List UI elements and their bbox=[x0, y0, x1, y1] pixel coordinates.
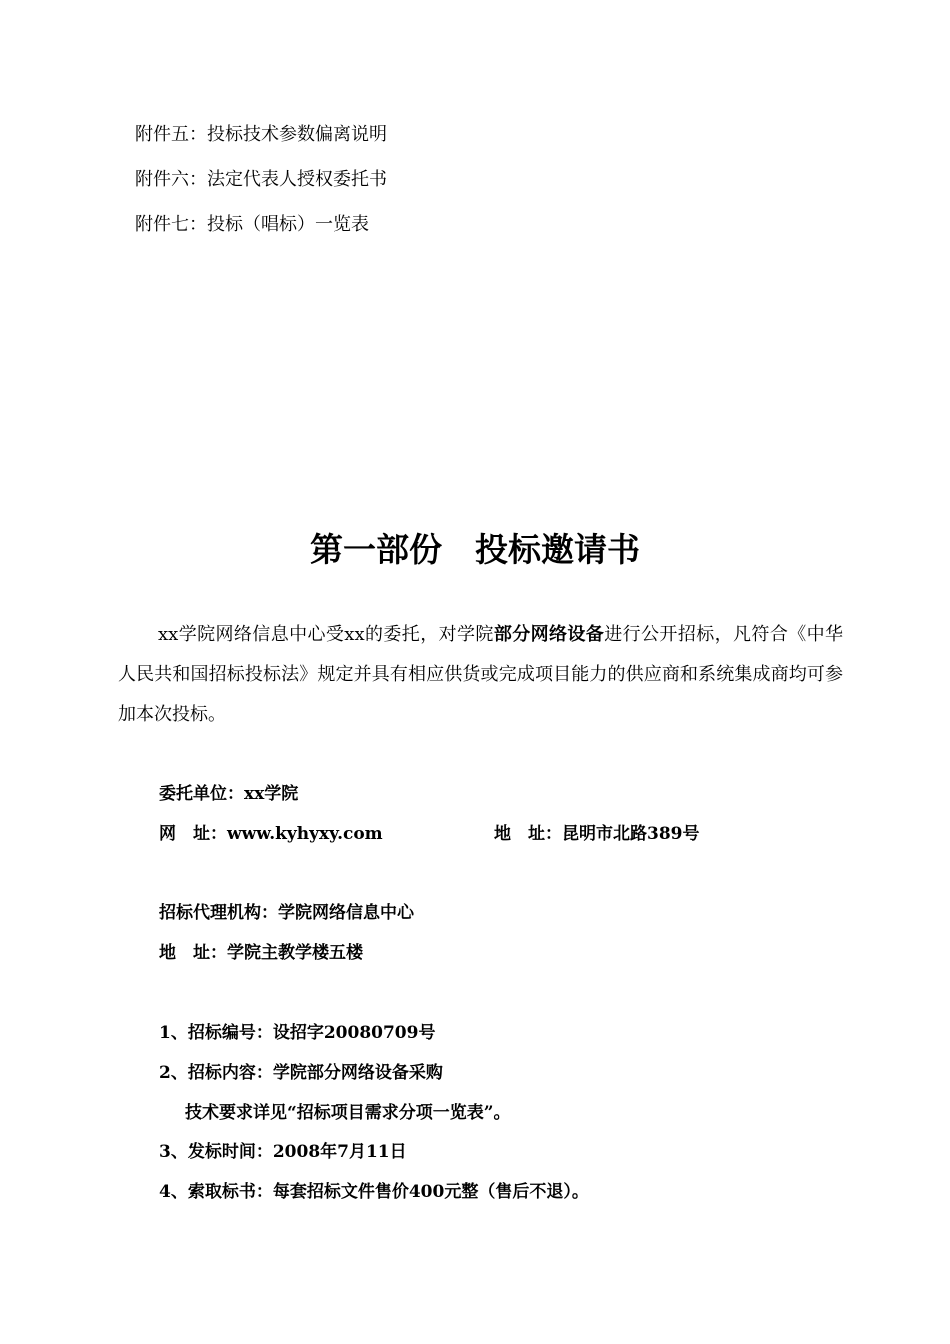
issue-date: 3、发标时间：2008年7月11日 bbox=[159, 1142, 407, 1162]
section-title: 第一部份 投标邀请书 bbox=[310, 530, 640, 569]
agency-address: 地 址：学院主教学楼五楼 bbox=[159, 943, 363, 963]
tender-requirements: 技术要求详见“招标项目需求分项一览表”。 bbox=[185, 1103, 511, 1123]
appendix-item: 附件七：投标（唱标）一览表 bbox=[135, 214, 369, 235]
appendix-item: 附件五：投标技术参数偏离说明 bbox=[135, 124, 387, 145]
principal-website: 网 址：www.kyhyxy.com bbox=[159, 824, 383, 844]
agency-name: 招标代理机构：学院网络信息中心 bbox=[159, 903, 414, 923]
principal-address: 地 址：昆明市北路389号 bbox=[494, 824, 700, 844]
intro-text-2: 进行公开招标，凡符合《中华人民共和国招标投标法》规定并具有相应供货或完成项目能力的供应商和系统集成商均可参加本次投标。 bbox=[118, 624, 844, 725]
intro-emphasis: 部分网络设备 bbox=[493, 624, 605, 645]
intro-paragraph bbox=[118, 615, 843, 735]
tender-number: 1、招标编号：设招字20080709号 bbox=[159, 1023, 436, 1043]
tender-content: 2、招标内容：学院部分网络设备采购 bbox=[159, 1063, 443, 1083]
intro-text-1: xx学院网络信息中心受xx的委托，对学院 bbox=[158, 624, 494, 645]
principal-unit: 委托单位：xx学院 bbox=[159, 784, 299, 804]
document-price: 4、索取标书：每套招标文件售价400元整（售后不退）。 bbox=[159, 1182, 589, 1202]
appendix-item: 附件六：法定代表人授权委托书 bbox=[135, 169, 387, 190]
appendix-list bbox=[135, 112, 387, 247]
